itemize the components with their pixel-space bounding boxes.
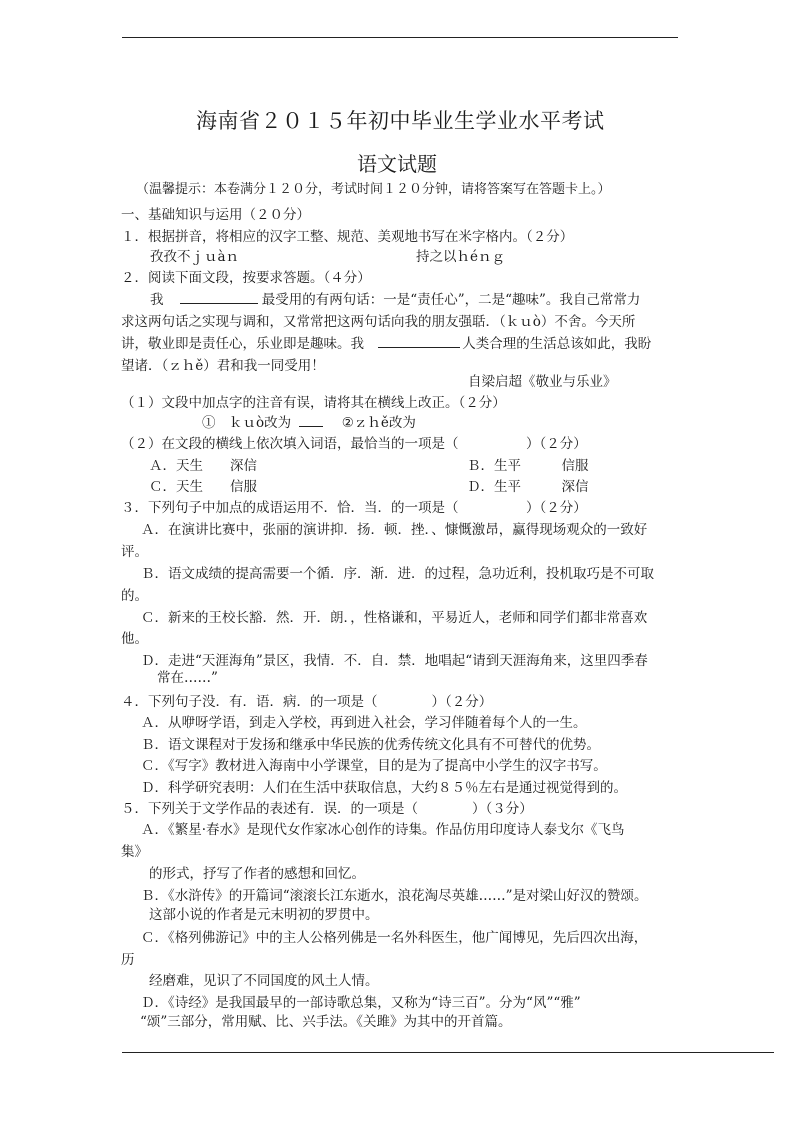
q3-option-c: Ｃ．新来的王校长豁．然．开．朗．，性格谦和，平易近人，老师和同学们都非常喜欢 (141, 610, 648, 626)
q2-sub1-stem: （１）文段中加点字的注音有误，请将其在横线上改正。（２分） (121, 395, 506, 411)
q5-option-d: Ｄ．《诗经》是我国最早的一部诗歌总集，又称为“诗三百”。分为“风”“雅” (141, 995, 581, 1011)
q3-option-b-cont: 的。 (121, 588, 148, 604)
q4-stem: ４．下列句子没．有．语．病．的一项是（ ）（２分） (121, 694, 493, 710)
q5-option-b: Ｂ．《水浒传》的开篇词“滚滚长江东逝水，浪花淘尽英雄……”是对梁山好汉的赞颂。 (141, 888, 648, 904)
q5-option-a-cont: 集》 (121, 844, 148, 860)
q5-stem: ５．下列关于文学作品的表述有．误．的一项是（ ）（３分） (121, 801, 533, 817)
q2-option-d: Ｄ．生平 深信 (467, 479, 589, 495)
q2-passage-line (150, 291, 640, 309)
q1-stem: １．根据拼音，将相应的汉字工整、规范、美观地书写在米字格内。（２分） (121, 229, 574, 245)
q3-stem: ３．下列句子中加点的成语运用不．恰．当．的一项是（ ）（２分） (121, 500, 587, 516)
answer-blank[interactable] (378, 335, 460, 348)
q4-option-b: Ｂ．语文课程对于发扬和继承中华民族的优秀传统文化具有不可替代的优势。 (141, 737, 600, 753)
q4-option-c: Ｃ．《写字》教材进入海南中小学课堂，目的是为了提高中小学生的汉字书写。 (141, 758, 607, 774)
q2-passage-text: 最受用的有两句话：一是“责任心”，二是“趣味”。我自己常常力 (261, 292, 641, 308)
q2-passage-line (121, 335, 651, 353)
answer-blank[interactable] (180, 291, 258, 304)
q1-item-a: 孜孜不ｊｕàｎ (150, 249, 240, 265)
q2-sub1-item-a: ① ｋｕò改为 (202, 415, 292, 431)
q3-option-a-cont: 评。 (121, 544, 148, 560)
q5-option-b-cont: 这部小说的作者是元末明初的罗贯中。 (149, 907, 379, 923)
q3-option-d-cont: 常在……” (157, 670, 218, 686)
exam-notice: （温馨提示：本卷满分１２０分，考试时间１２０分钟，请将答案写在答题卡上。） (136, 182, 611, 197)
q2-passage-line: 求这两句话之实现与调和，又常常把这两句话向我的朋友强聒．（ｋｕò）不舍。今天所 (121, 314, 636, 330)
page-subtitle: 语文试题 (357, 152, 437, 176)
q5-option-c-cont: 经磨难，见识了不同国度的风土人情。 (149, 973, 379, 989)
q5-option-a-cont: 的形式，抒写了作者的感想和回忆。 (149, 866, 365, 882)
top-rule (122, 37, 678, 38)
q3-option-a: Ａ．在演讲比赛中，张丽的演讲抑．扬．顿．挫．、慷慨激昂，赢得现场观众的一致好 (141, 522, 648, 538)
q2-passage-text: 讲，敬业即是责任心，乐业即是趣味。我 (121, 336, 364, 352)
q2-sub1-answer-line (202, 414, 416, 432)
q2-passage-line: 望诸．（ｚｈě）君和我一同受用！ (121, 358, 325, 374)
q1-item-b: 持之以ｈéｎｇ (416, 249, 505, 265)
q2-option-c: Ｃ．天生 信服 (149, 479, 257, 495)
answer-blank[interactable] (299, 414, 323, 427)
q2-option-a: Ａ．天生 深信 (149, 458, 257, 474)
q2-sub1-item-b: ②ｚｈě改为 (341, 415, 416, 431)
q2-sub2-stem: （２）在文段的横线上依次填入词语，最恰当的一项是（ ）（２分） (121, 436, 587, 452)
q3-option-d: Ｄ．走进“天涯海角”景区，我情．不．自．禁．地唱起“请到天涯海角来，这里四季春 (141, 653, 648, 669)
q5-option-a: Ａ．《繁星·春水》是现代女作家冰心创作的诗集。作品仿用印度诗人泰戈尔《飞鸟 (141, 822, 625, 838)
q5-option-c: Ｃ．《格列佛游记》中的主人公格列佛是一名外科医生，他广闻博见，先后四次出海， (141, 930, 648, 946)
q2-passage-text: 人类合理的生活总该如此，我盼 (462, 336, 652, 352)
q5-option-c-cont: 历 (121, 952, 135, 968)
q3-option-b: Ｂ．语文成绩的提高需要一个循．序．渐．进．的过程，急功近利，投机取巧是不可取 (141, 566, 654, 582)
q4-option-d: Ｄ．科学研究表明：人们在生活中获取信息，大约８５％左右是通过视觉得到的。 (141, 780, 627, 796)
page-title: 海南省２０１５年初中毕业生学业水平考试 (196, 109, 605, 133)
q2-option-b: Ｂ．生平 信服 (467, 458, 589, 474)
q3-option-c-cont: 他。 (121, 631, 148, 647)
bottom-rule (122, 1052, 774, 1053)
q4-option-a: Ａ．从咿呀学语，到走入学校，再到进入社会，学习伴随着每个人的一生。 (141, 715, 587, 731)
q2-stem: ２．阅读下面文段，按要求答题。（４分） (121, 270, 371, 286)
q5-option-d-cont: “颂”三部分，常用赋、比、兴手法。《关雎》为其中的开首篇。 (140, 1014, 512, 1030)
q2-source: 自梁启超《敬业与乐业》 (468, 374, 617, 390)
section-heading: 一、基础知识与运用（２０分） (121, 207, 310, 223)
q2-passage-text: 我 (150, 292, 164, 308)
